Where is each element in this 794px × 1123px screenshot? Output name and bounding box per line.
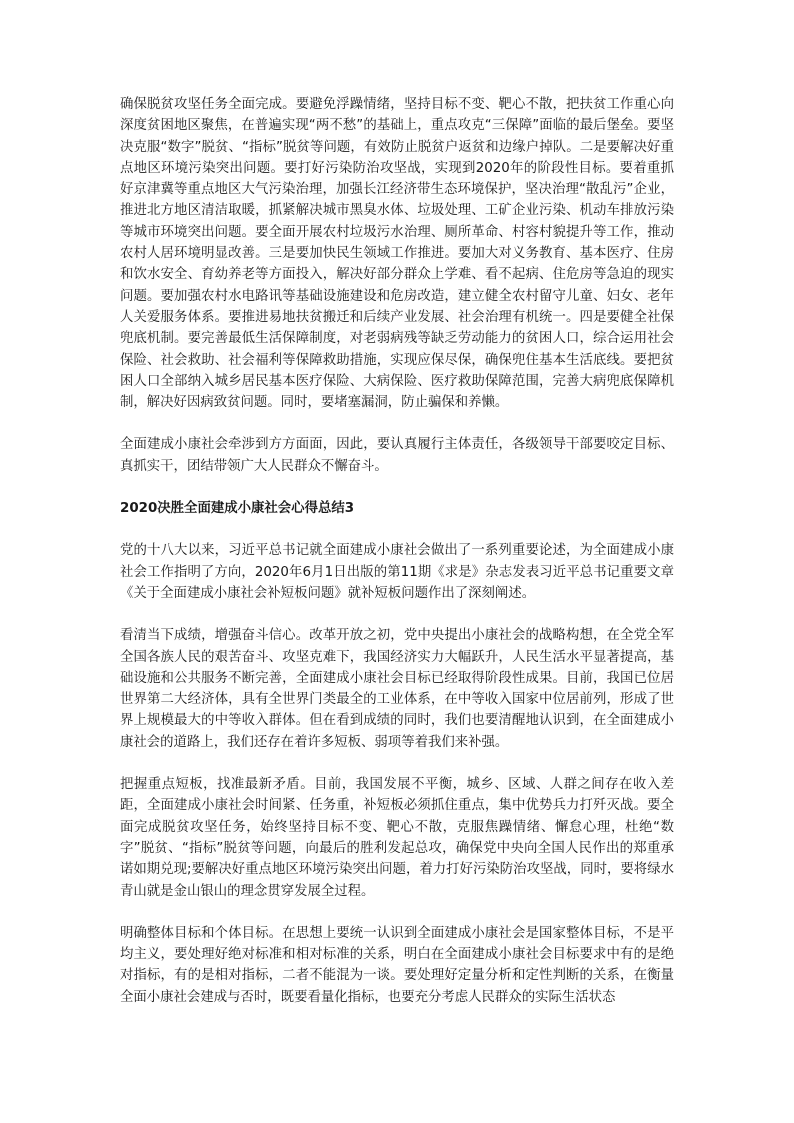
paragraph-intro: 党的十八大以来，习近平总书记就全面建成小康社会做出了一系列重要论述，为全面建成小康社会工作指明了方向，2020年6月1日出版的第11期《求是》杂志发表习近平总书记重要文章《关于全面建成小康社会补短板问题》就补短板问题作出了深刻阐述。 bbox=[120, 543, 674, 601]
paragraph-gap bbox=[120, 604, 674, 625]
paragraph-gap bbox=[120, 753, 674, 774]
paragraph-gap bbox=[120, 519, 674, 540]
paragraph-responsibility: 全面建成小康社会牵涉到方方面面，因此，要认真履行主体责任，各级领导干部要咬定目标、真抓实干，团结带领广大人民群众不懈奋斗。 bbox=[120, 437, 674, 474]
section-heading: 2020决胜全面建成小康社会心得总结3 bbox=[120, 501, 355, 517]
paragraph-gap bbox=[120, 477, 674, 498]
paragraph-gap bbox=[120, 413, 674, 434]
document-page bbox=[120, 94, 674, 1008]
paragraph-overall-goals: 明确整体目标和个体目标。在思想上要统一认识到全面建成小康社会是国家整体目标，不是平均主义，要处理好绝对标准和相对标准的关系，明白在全面建成小康社会目标要求中有的是绝对指标，有的是相对指标，二者不能混为一谈。要处理好定量分析和定性判断的关系，在衡量全面小康社会建成与否时，既要看量化指标，也要充分考虑人民群众的实际生活状态 bbox=[120, 925, 674, 1005]
paragraph-current-achievements: 看清当下成绩，增强奋斗信心。改革开放之初，党中央提出小康社会的战略构想，在全党全军全国各族人民的艰苦奋斗、攻坚克难下，我国经济实力大幅跃升，人民生活水平显著提高，基础设施和公共服务不断完善，全面建成小康社会目标已经取得阶段性成果。目前，我国已位居世界第二大经济体，具有全世界门类最全的工业体系，在中等收入国家中位居前列，形成了世界上规模最大的中等收入群体。但在看到成绩的同时，我们也要清醒地认识到，在全面建成小康社会的道路上，我们还存在着许多短板、弱项等着我们来补强。 bbox=[120, 628, 674, 750]
paragraph-gap bbox=[120, 902, 674, 923]
paragraph-key-shortcomings: 把握重点短板，找准最新矛盾。目前，我国发展不平衡，城乡、区域、人群之间存在收入差距，全面建成小康社会时间紧、任务重，补短板必须抓住重点，集中优势兵力打歼灭战。要全面完成脱贫攻坚任务，始终坚持目标不变、靶心不散，克服焦躁情绪、懈怠心理，杜绝“数字”脱贫、“指标”脱贫等问题，向最后的胜利发起总攻，确保党中央向全国人民作出的郑重承诺如期兑现;要解决好重点地区环境污染突出问题，着力打好污染防治攻坚战，同时，要将绿水青山就是金山银山的理念贯穿发展全过程。 bbox=[120, 777, 674, 899]
paragraph-poverty-environment-livelihood: 确保脱贫攻坚任务全面完成。要避免浮躁情绪，坚持目标不变、靶心不散，把扶贫工作重心向深度贫困地区聚焦，在普遍实现“两不愁”的基础上，重点攻克“三保障”面临的最后堡垒。要坚决克服“数字”脱贫、“指标”脱贫等问题，有效防止脱贫户返贫和边缘户掉队。二是要解决好重点地区环境污染突出问题。要打好污染防治攻坚战，实现到2020年的阶段性目标。要着重抓好京津冀等重点地区大气污染治理，加强长江经济带生态环境保护，坚决治理“散乱污”企业，推进北方地区清洁取暖，抓紧解决城市黑臭水体、垃圾处理、工矿企业污染、机动车排放污染等城市环境突出问题。要全面开展农村垃圾污水治理、厕所革命、村容村貌提升等工作，推动农村人居环境明显改善。三是要加快民生领域工作推进。要加大对义务教育、基本医疗、住房和饮水安全、育幼养老等方面投入，解决好部分群众上学难、看不起病、住危房等急迫的现实问题。要加强农村水电路讯等基础设施建设和危房改造，建立健全农村留守儿童、妇女、老年人关爱服务体系。要推进易地扶贫搬迁和后续产业发展、社会治理有机统一。四是要健全社保兜底机制。要完善最低生活保障制度，对老弱病残等缺乏劳动能力的贫困人口，综合运用社会保险、社会救助、社会福利等保障救助措施，实现应保尽保，确保兜住基本生活底线。要把贫困人口全部纳入城乡居民基本医疗保险、大病保险、医疗救助保障范围，完善大病兜底保障机制，解决好因病致贫问题。同时，要堵塞漏洞，防止骗保和养懒。 bbox=[120, 97, 674, 411]
